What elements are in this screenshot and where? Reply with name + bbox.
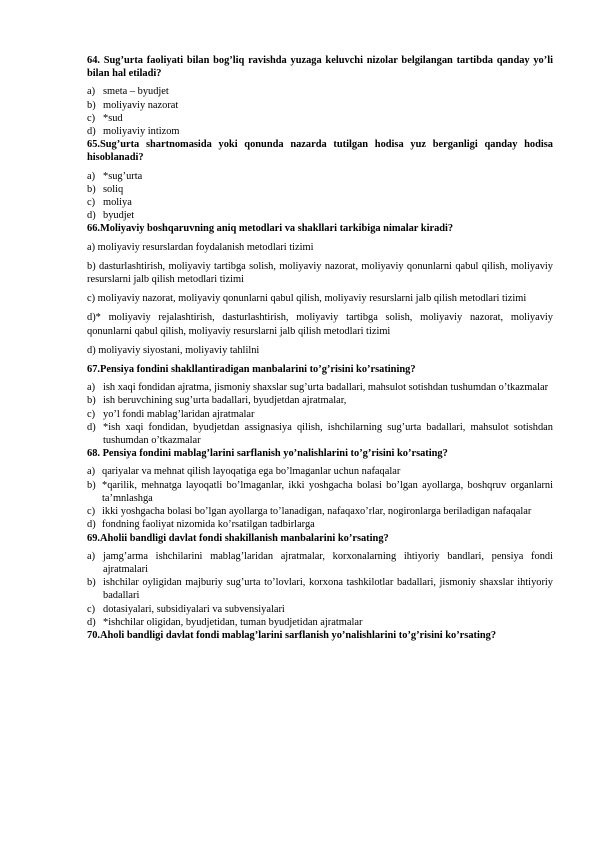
option: c) *sud: [87, 112, 123, 124]
option: b) moliyaviy nazorat: [87, 99, 179, 111]
option-paragraph: d) moliyaviy siyostani, moliyaviy tahlilni: [87, 344, 260, 356]
option: d) fondning faoliyat nizomida ko’rsatilgan tadbirlarga: [87, 519, 315, 531]
option-paragraph: a) moliyaviy resurslardan foydalanish metodlari tizimi: [87, 241, 314, 253]
option: d) byudjet: [87, 210, 135, 222]
option: b) *qarilik, mehnatga layoqatli bo’lmaganlar, ikki yoshgacha bolasi bo’lgan ayollarga, boshqruv organlarni ta’mnlashga: [87, 479, 553, 504]
question-67-title: 67.Pensiya fondini shakllantiradigan manbalarini to’g’risini ko’rsatining?: [87, 364, 416, 376]
option: c) dotasiyalari, subsidiyalari va subvensiyalari: [87, 603, 285, 615]
option-paragraph: c) moliyaviy nazorat, moliyaviy qonunlarni qabul qilish, moliyaviy resurslarni jalb qilish metodlari tizimi: [87, 293, 527, 305]
question-70-title: 70.Aholi bandligi davlat fondi mablag’larini sarflanish yo’nalishlarini to’g’risini ko’rsating?: [87, 629, 497, 641]
option-paragraph: d)* moliyaviy rejalashtirish, dasturlashtirish, moliyaviy tartibga solish, moliyaviy nazorat, moliyaviy qonunlarni qabul qilish, moliyaviy resurslarni jalb qilish metodlari tizimi: [87, 312, 553, 337]
option: c) ikki yoshgacha bolasi bo’lgan ayollarga to’lanadigan, nafaqaxo’rlar, nogironlarga beriladigan nafaqalar: [87, 506, 532, 518]
option: a) qariyalar va mehnat qilish layoqatiga ega bo’lmaganlar uchun nafaqalar: [87, 466, 401, 478]
option: d) moliyaviy intizom: [87, 126, 180, 138]
question-65-title: 65.Sug’urta shartnomasida yoki qonunda nazarda tutilgan hodisa yuz berganligi qanday hodisa hisoblanadi?: [87, 139, 553, 164]
question-66-title: 66.Moliyaviy boshqaruvning aniq metodlari va shakllari tarkibiga nimalar kiradi?: [87, 223, 454, 235]
question-69-title: 69.Aholii bandligi davlat fondi shakillanish manbalarini ko’rsating?: [87, 532, 389, 544]
option: b) ish beruvchining sug’urta badallari, byudjetdan ajratmalar,: [87, 395, 347, 407]
document-content: [87, 54, 553, 647]
option: d) *ish xaqi fondidan, byudjetdan assignasiya qilish, ishchilarning sug’urta badallari, mahsulot sotishdan tushumdan o’tkazmalar: [87, 421, 553, 447]
option-paragraph: b) dasturlashtirish, moliyaviy tartibga solish, moliyaviy nazorat, moliyaviy qonunlarni qabul qilish, moliyaviy resurslarni jalb qilish metodlari tizimi: [87, 260, 553, 286]
question-68-title: 68. Pensiya fondini mablag’larini sarflanish yo’nalishlarini to’g’risini ko’rsating?: [87, 448, 448, 460]
option: a) ish xaqi fondidan ajratma, jismoniy shaxslar sug’urta badallari, mahsulot sotishdan tushumdan o’tkazmalar: [87, 382, 549, 394]
question-64-title: 64. Sug’urta faoliyati bilan bog’liq ravishda yuzaga keluvchi nizolar belgilangan tartibda qanday yo’li bilan hal etiladi?: [87, 55, 553, 80]
option: a) smeta – byudjet: [87, 86, 169, 98]
option: a) *sug’urta: [87, 170, 143, 182]
option: a) jamg’arma ishchilarini mablag’laridan ajratmalar, korxonalarning ihtiyoriy bandlari, pensiya fondi ajratmalari: [87, 550, 553, 575]
option: b) ishchilar oyligidan majburiy sug’urta to’lovlari, korxona tashkilotlar badallari, jismoniy shaxslar ihtiyoriy badallari: [87, 577, 553, 602]
option: c) moliya: [87, 197, 132, 209]
option: b) soliq: [87, 183, 124, 195]
option: d) *ishchilar oligidan, byudjetidan, tuman byudjetidan ajratmalar: [87, 616, 363, 628]
option: c) yo’l fondi mablag’laridan ajratmalar: [87, 408, 255, 420]
